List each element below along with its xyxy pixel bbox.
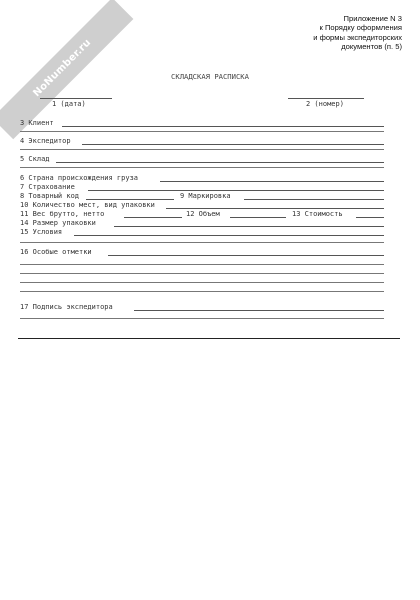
special-notes-line[interactable] xyxy=(108,255,384,256)
marking-label: 9 Маркировка xyxy=(180,192,231,200)
conditions-line-2[interactable] xyxy=(20,242,384,243)
volume-label: 12 Объем xyxy=(186,210,220,218)
packages-line[interactable] xyxy=(166,208,384,209)
package-size-line[interactable] xyxy=(114,226,384,227)
value-label: 13 Стоимость xyxy=(292,210,343,218)
conditions-label: 15 Условия xyxy=(20,228,63,236)
special-notes-label: 16 Особые отметки xyxy=(20,248,92,256)
warehouse-label: 5 Склад xyxy=(20,155,50,163)
special-notes-line-5[interactable] xyxy=(20,291,384,292)
client-line-2[interactable] xyxy=(20,131,384,132)
warehouse-line-2[interactable] xyxy=(20,167,384,168)
number-label: 2 (номер) xyxy=(306,100,344,108)
number-line[interactable] xyxy=(288,98,364,99)
weight-line[interactable] xyxy=(124,217,182,218)
insurance-label: 7 Страхование xyxy=(20,183,75,191)
signature-label: 17 Подпись экспедитора xyxy=(20,303,113,311)
forwarder-line-2[interactable] xyxy=(20,149,384,150)
client-label: 3 Клиент xyxy=(20,119,54,127)
date-label: 1 (дата) xyxy=(52,100,86,108)
weight-label: 11 Вес брутто, нетто xyxy=(20,210,105,218)
appendix-line-3: и формы экспедиторских xyxy=(313,32,402,42)
appendix-line-2: к Порядку оформления xyxy=(319,23,402,33)
date-line[interactable] xyxy=(40,98,112,99)
client-line[interactable] xyxy=(62,126,384,127)
forwarder-line[interactable] xyxy=(82,144,384,145)
packages-label: 10 Количество мест, вид упаковки xyxy=(20,201,155,209)
insurance-line[interactable] xyxy=(88,190,384,191)
commodity-code-label: 8 Товарный код xyxy=(20,192,80,200)
origin-line[interactable] xyxy=(160,181,384,182)
conditions-line[interactable] xyxy=(74,235,384,236)
document-title: СКЛАДСКАЯ РАСПИСКА xyxy=(171,72,249,81)
warehouse-line[interactable] xyxy=(56,162,384,163)
appendix-line-1: Приложение N 3 xyxy=(343,14,402,23)
signature-line-2[interactable] xyxy=(20,318,384,319)
special-notes-line-4[interactable] xyxy=(20,282,384,283)
marking-line[interactable] xyxy=(244,199,384,200)
commodity-code-line[interactable] xyxy=(86,199,174,200)
volume-line[interactable] xyxy=(230,217,286,218)
appendix-note xyxy=(313,14,402,52)
bottom-rule xyxy=(18,338,400,339)
appendix-line-4: документов (п. 5) xyxy=(341,42,402,52)
forwarder-label: 4 Экспедитор xyxy=(20,137,71,145)
special-notes-line-3[interactable] xyxy=(20,273,384,274)
origin-label: 6 Страна происхождения груза xyxy=(20,174,139,182)
watermark-text: NoNumber.ru xyxy=(31,37,94,100)
value-line[interactable] xyxy=(356,217,384,218)
package-size-label: 14 Размер упаковки xyxy=(20,219,96,227)
special-notes-line-2[interactable] xyxy=(20,264,384,265)
signature-line[interactable] xyxy=(134,310,384,311)
